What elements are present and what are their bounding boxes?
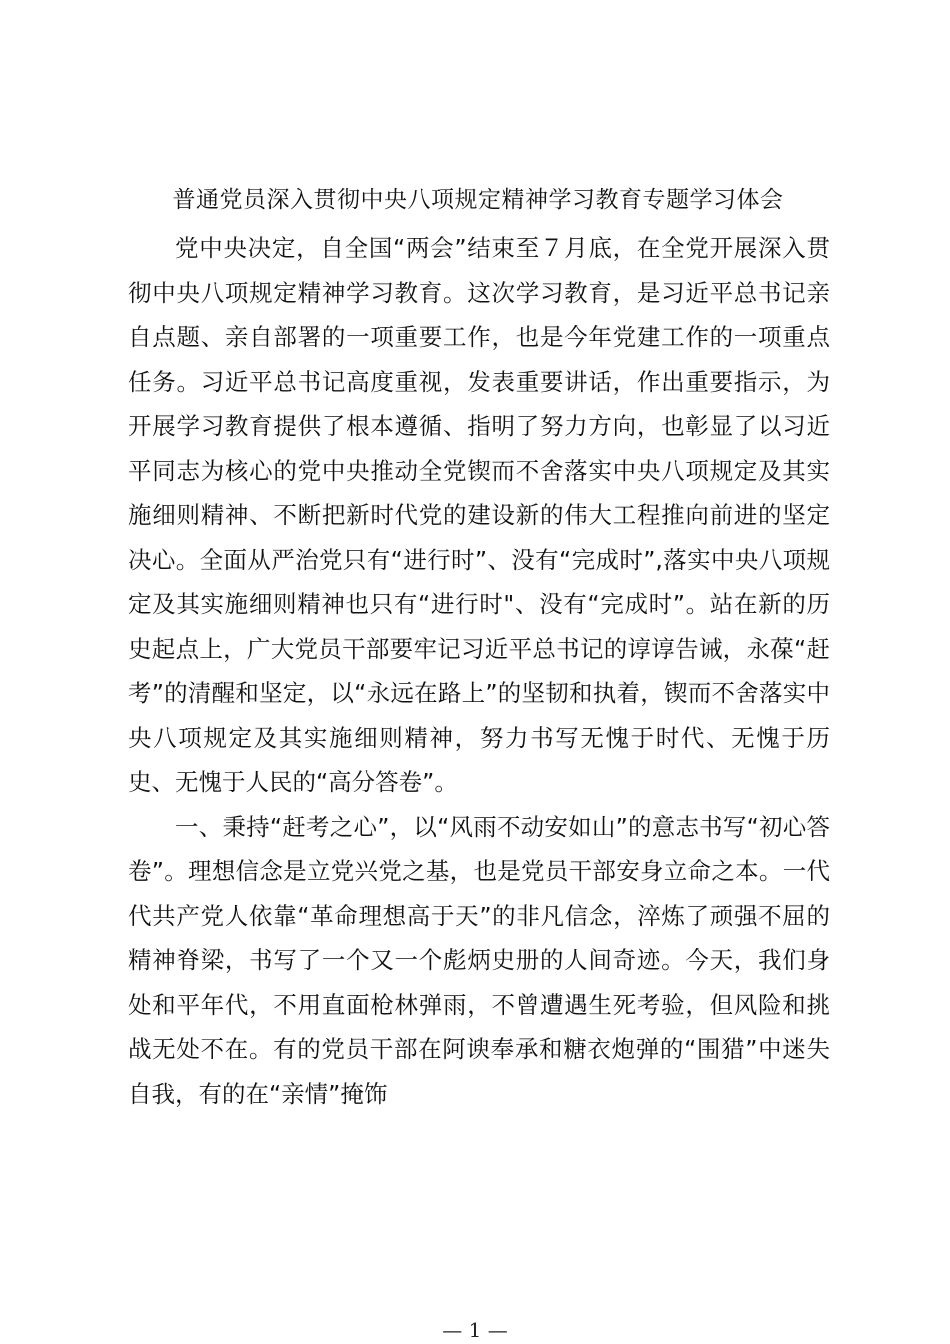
page-number: — 1 — [442,1318,508,1342]
document-title: 普通党员深入贯彻中央八项规定精神学习教育专题学习体会 [172,187,784,213]
document-body [128,226,830,1116]
paragraph-intro: 党中央决定，自全国“两会”结束至７月底，在全党开展深入贯彻中央八项规定精神学习教育。这次学习教育，是习近平总书记亲自点题、亲自部署的一项重要工作，也是今年党建工作的一项重点任务。习近平总书记高度重视，发表重要讲话，作出重要指示，为开展学习教育提供了根本遵循、指明了努力方向，也彰显了以习近平同志为核心的党中央推动全党锲而不舍落实中央八项规定及其实施细则精神、不断把新时代党的建设新的伟大工程推向前进的坚定决心。全面从严治党只有“进行时”、没有“完成时”,落实中央八项规定及其实施细则精神也只有“进行时"、没有“完成时”。站在新的历史起点上，广大党员干部要牢记习近平总书记的谆谆告诫，永葆“赶考”的清醒和坚定，以“永远在路上”的坚韧和执着，锲而不舍落实中央八项规定及其实施细则精神，努力书写无愧于时代、无愧于历史、无愧于人民的“高分答卷”。 [128,234,830,796]
paragraph-section-one: 一、秉持“赶考之心”，以“风雨不动安如山”的意志书写“初心答卷”。理想信念是立党兴党之基，也是党员干部安身立命之本。一代代共产党人依靠“革命理想高于天”的非凡信念，淬炼了顽强不屈的精神脊梁，书写了一个又一个彪炳史册的人间奇迹。今天，我们身处和平年代，不用直面枪林弹雨，不曾遭遇生死考验，但风险和挑战无处不在。有的党员干部在阿谀奉承和糖衣炮弹的“围猎”中迷失自我，有的在“亲情”掩饰 [128,812,830,1108]
